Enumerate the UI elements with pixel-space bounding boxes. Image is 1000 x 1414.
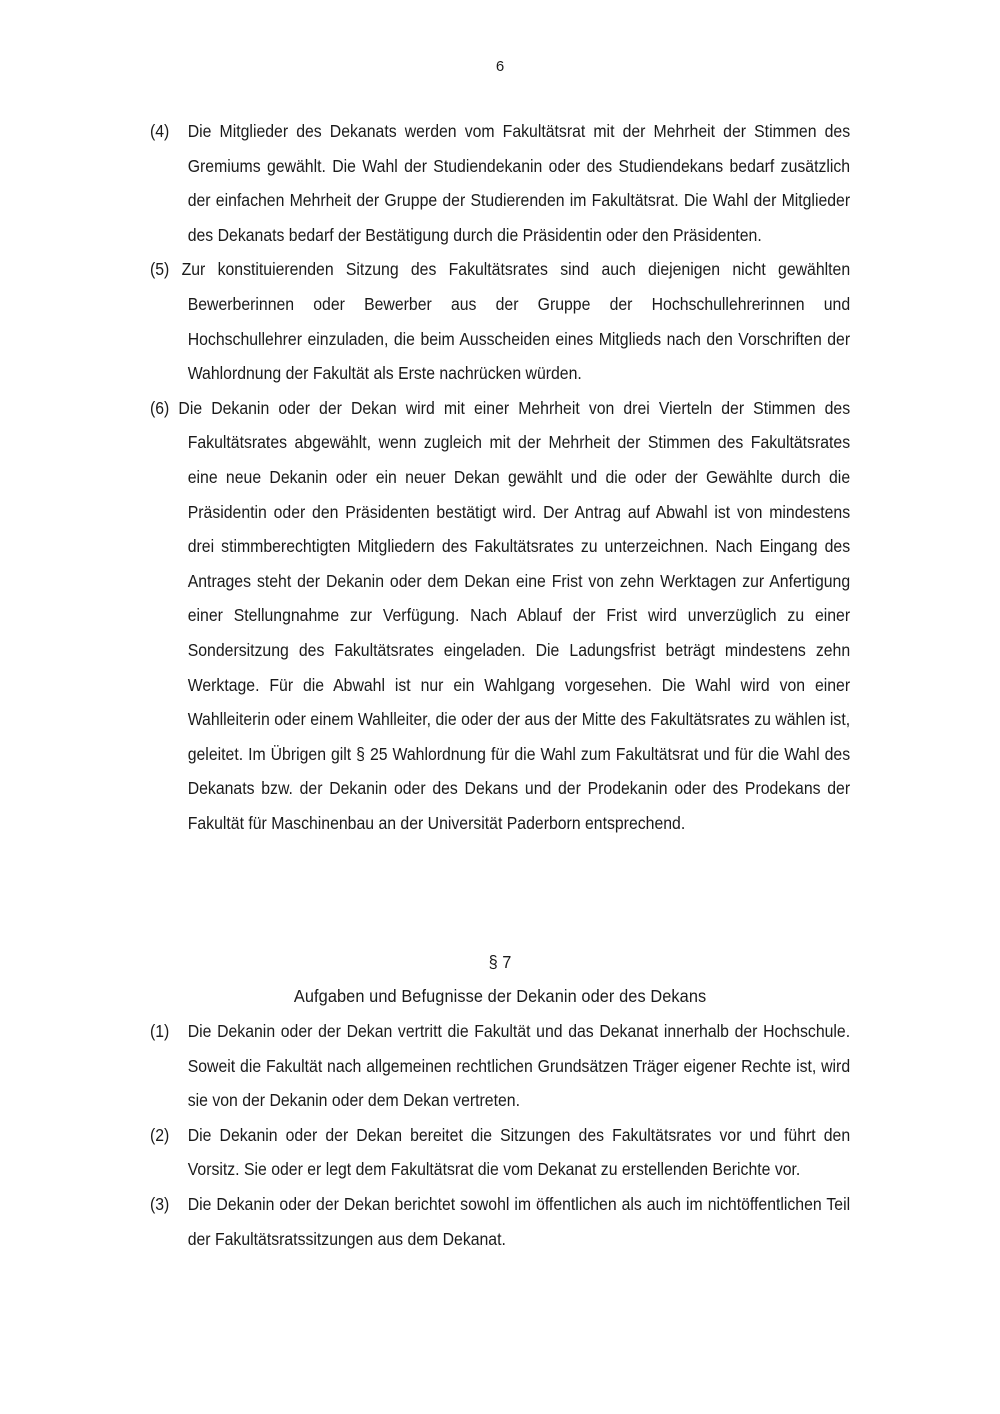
paragraph-1 <box>150 1014 850 1118</box>
paragraph-number: (5) <box>150 259 170 280</box>
paragraph-number: (6) <box>150 397 170 418</box>
page-number: 6 <box>495 58 505 75</box>
paragraph-number: (4) <box>150 121 170 141</box>
section-title <box>0 986 1000 1007</box>
paragraph-number: (2) <box>150 1124 170 1145</box>
section-6-tail <box>150 114 850 840</box>
paragraph-text: Die Dekanin oder der Dekan vertritt die Fakultät und das Dekanat innerhalb der Hochschule. Soweit die Fakultät nach allgemeinen rechtlichen Grundsätzen Träger eigener Rechte ist, wird sie von der Dekanin oder dem Dekan vertreten. <box>187 1021 851 1111</box>
paragraph-5 <box>150 252 850 390</box>
paragraph-text: Die Dekanin oder der Dekan bereitet die Sitzungen des Fakultätsrates vor und führt den Vorsitz. Sie oder er legt dem Fakultätsrat die vom Dekanat zu erstellenden Berichte vor. <box>187 1124 851 1180</box>
paragraph-2 <box>150 1118 850 1187</box>
paragraph-3 <box>150 1187 850 1256</box>
paragraph-number: (3) <box>150 1193 170 1214</box>
paragraph-4 <box>150 114 850 252</box>
section-symbol <box>0 952 1000 973</box>
section-7-body <box>150 1014 850 1256</box>
paragraph-number: (1) <box>150 1021 170 1041</box>
section-title-text: Aufgaben und Befugnisse der Dekanin oder des Dekans <box>293 986 707 1006</box>
paragraph-text: Die Dekanin oder der Dekan berichtet sowohl im öffentlichen als auch im nichtöffentlichen Teil der Fakultätsratssitzungen aus dem Dekanat. <box>187 1193 851 1249</box>
section-symbol-text: § 7 <box>488 952 512 972</box>
paragraph-6 <box>150 391 850 841</box>
paragraph-text: Die Dekanin oder der Dekan wird mit einer Mehrheit von drei Vierteln der Stimmen des Fakultätsrates abgewählt, wenn zugleich mit der Mehrheit der Stimmen des Fakultätsrates eine neue Dekanin oder ein neuer Dekan gewählt und die oder der Gewählte durch die Präsidentin oder den Präsidenten bestätigt wird. Der Antrag auf Abwahl ist von mindestens drei stimmberechtigten Mitgliedern des Fakultätsrates zu unterzeichnen. Nach Eingang des Antrages steht der Dekanin oder dem Dekan eine Frist von zehn Werktagen zur Anfertigung einer Stellungnahme zur Verfügung. Nach Ablauf der Frist wird unverzüglich zu einer Sondersitzung des Fakultätsrates eingeladen. Die Ladungsfrist beträgt mindestens zehn Werktage. Für die Abwahl ist nur ein Wahlgang vorgesehen. Die Wahl wird von einer Wahlleiterin oder einem Wahlleiter, die oder der aus der Mitte des Fakultätsrates zu wählen ist, geleitet. Im Übrigen gilt § 25 Wahlordnung für die Wahl zum Fakultätsrat und für die Wahl des Dekanats bzw. der Dekanin oder des Dekans und der Prodekanin oder des Prodekans der Fakultät für Maschinenbau an der Universität Paderborn entsprechend. <box>178 397 851 833</box>
paragraph-text: Zur konstituierenden Sitzung des Fakultätsrates sind auch diejenigen nicht gewählten Bewerberinnen oder Bewerber aus der Gruppe der Hochschullehrerinnen und Hochschullehrer einzuladen, die beim Ausscheiden eines Mitglieds nach den Vorschriften der Wahlordnung der Fakultät als Erste nachrücken würden. <box>181 259 851 384</box>
paragraph-text: Die Mitglieder des Dekanats werden vom Fakultätsrat mit der Mehrheit der Stimmen des Gremiums gewählt. Die Wahl der Studiendekanin oder des Studiendekans bedarf zusätzlich der einfachen Mehrheit der Gruppe der Studierenden im Fakultätsrat. Die Wahl der Mitglieder des Dekanats bedarf der Bestätigung durch die Präsidentin oder den Präsidenten. <box>187 121 851 245</box>
